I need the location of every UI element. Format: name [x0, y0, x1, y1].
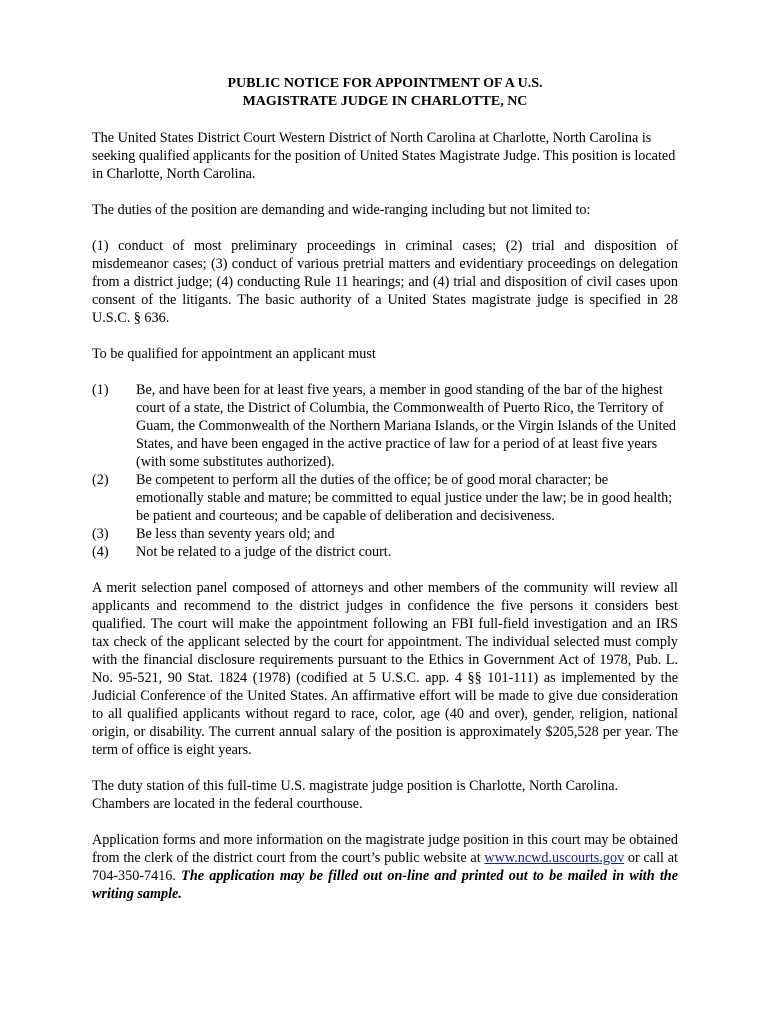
requirement-number: (2) — [92, 472, 109, 488]
merit-selection-paragraph: A merit selection panel composed of attorneys and other members of the community will review all applicants and recommend to the district judges in confidence the five persons it considers best qualified. The court will make the appointment following an FBI full-field investigation and an IRS tax check of the applicant selected by the court for appointment. The individual selected must comply with the financial disclosure requirements pursuant to the Ethics in Government Act of 1978, Pub. L. No. 95-521, 90 Stat. 1824 (1978) (codified at 5 U.S.C. app. 4 §§ 101-111) as implemented by the Judicial Conference of the United States. An affirmative effort will be made to give due consideration to all qualified applicants without regard to race, color, age (40 and over), gender, religion, national origin, or disability. The current annual salary of the position is approximately $205,528 per year. The term of office is eight years. — [92, 580, 678, 758]
intro-paragraph: The United States District Court Western District of North Carolina at Charlotte, North Carolina is seeking qualified applicants for the position of United States Magistrate Judge. This position is located in Charlotte, North Carolina. — [92, 130, 676, 182]
requirement-text: Be, and have been for at least five years, a member in good standing of the bar of the highest court of a state, the District of Columbia, the Commonwealth of Puerto Rico, the Territory of Guam, the Commonwealth of the Northern Mariana Islands, or the Virgin Islands of the United States, and have been engaged in the active practice of law for a period of at least five years (with some substitutes authorized). — [136, 382, 676, 470]
requirement-item — [92, 471, 678, 525]
title-line-2: MAGISTRATE JUDGE IN CHARLOTTE, NC — [242, 94, 528, 109]
requirement-number: (3) — [92, 526, 109, 542]
requirement-number: (4) — [92, 544, 109, 560]
requirement-text: Not be related to a judge of the district court. — [136, 544, 392, 560]
application-phone-text: or call at 704-350-7416. — [92, 850, 678, 884]
title-line-1: PUBLIC NOTICE FOR APPOINTMENT OF A U.S. — [227, 76, 543, 91]
qualification-intro: To be qualified for appointment an applicant must — [92, 346, 376, 362]
requirement-text: Be competent to perform all the duties of the office; be of good moral character; be emotionally stable and mature; be committed to equal justice under the law; be in good health; be patient and courteous; and be capable of deliberation and decisiveness. — [136, 472, 673, 524]
requirement-text: Be less than seventy years old; and — [136, 526, 335, 542]
duty-station-paragraph: The duty station of this full-time U.S. magistrate judge position is Charlotte, North Carolina. Chambers are located in the federal courthouse. — [92, 778, 619, 812]
application-paragraph — [92, 831, 678, 903]
notice-title — [92, 75, 678, 111]
requirement-number: (1) — [92, 382, 109, 398]
application-emphasis: The application may be filled out on-line and printed out to be mailed in with the writing sample. — [92, 868, 678, 902]
requirement-item — [92, 543, 678, 561]
duties-paragraph: (1) conduct of most preliminary proceedings in criminal cases; (2) trial and disposition of misdemeanor cases; (3) conduct of various pretrial matters and evidentiary proceedings on delegation from a district judge; (4) conducting Rule 11 hearings; and (4) trial and disposition of civil cases upon consent of the litigants. The basic authority of a United States magistrate judge is specified in 28 U.S.C. § 636. — [92, 238, 678, 326]
duties-intro: The duties of the position are demanding and wide-ranging including but not limited to: — [92, 202, 591, 218]
application-text: Application forms and more information on the magistrate judge position in this court may be obtained from the clerk of the district court from the court’s public website at — [92, 832, 678, 866]
requirement-item — [92, 381, 678, 471]
requirements-list — [92, 381, 678, 561]
court-website-link[interactable]: www.ncwd.uscourts.gov — [484, 850, 625, 866]
requirement-item — [92, 525, 678, 543]
